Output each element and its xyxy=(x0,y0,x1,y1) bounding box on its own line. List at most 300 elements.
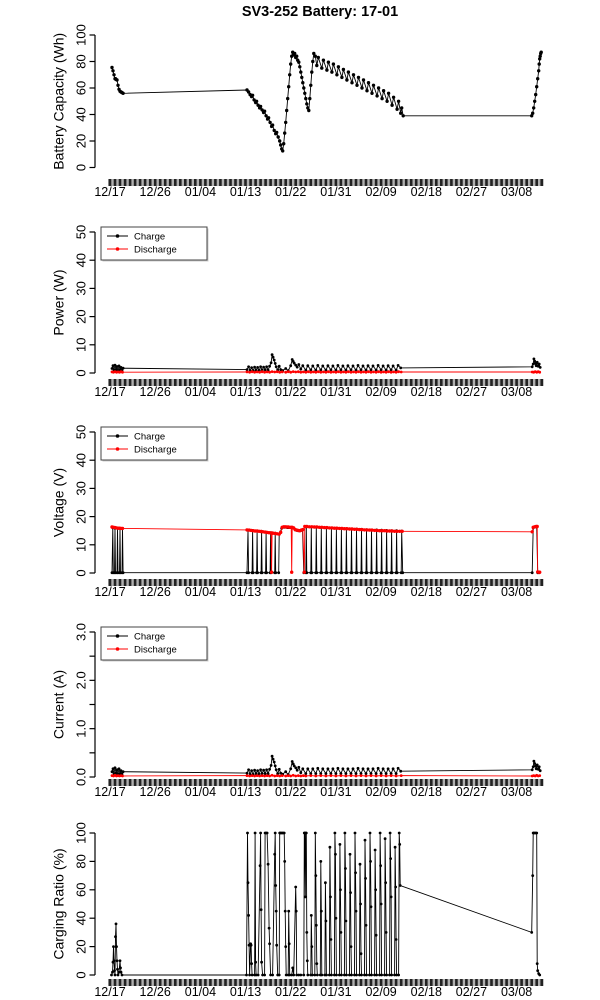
day-tick xyxy=(264,179,267,186)
data-point xyxy=(303,571,306,574)
data-point xyxy=(350,81,353,84)
legend-marker xyxy=(116,247,120,251)
data-point xyxy=(536,962,539,965)
data-point xyxy=(330,938,333,941)
data-point xyxy=(375,934,378,937)
day-tick xyxy=(264,979,267,986)
x-tick-label: 12/26 xyxy=(139,985,171,999)
data-point xyxy=(266,371,269,374)
data-point xyxy=(365,89,368,92)
x-tick-label: 02/18 xyxy=(410,785,442,799)
data-point xyxy=(287,370,290,373)
data-point xyxy=(385,772,388,775)
x-tick-label: 03/08 xyxy=(500,385,533,399)
day-tick xyxy=(490,779,493,786)
data-point xyxy=(335,772,338,775)
data-point xyxy=(310,945,313,948)
data-point xyxy=(330,774,333,777)
data-point xyxy=(327,767,330,770)
data-point xyxy=(392,371,395,374)
data-point xyxy=(340,371,343,374)
x-tick-label: 01/13 xyxy=(229,385,262,399)
data-point xyxy=(538,363,541,366)
data-point xyxy=(538,765,541,768)
day-tick xyxy=(400,779,403,786)
x-tick-label: 02/27 xyxy=(455,185,488,199)
data-point xyxy=(325,920,328,923)
data-point xyxy=(275,365,278,368)
day-tick xyxy=(360,179,363,186)
day-tick xyxy=(315,779,318,786)
data-point xyxy=(120,971,123,974)
y-tick-label: 0 xyxy=(73,163,89,172)
data-point xyxy=(319,860,322,863)
data-point xyxy=(337,767,340,770)
data-point xyxy=(364,877,367,880)
y-axis-label: Current (A) xyxy=(50,669,67,740)
data-point xyxy=(284,121,287,124)
data-point xyxy=(252,571,255,574)
battery-capacity-chart xyxy=(0,0,600,200)
y-axis-label: Power (W) xyxy=(50,269,67,336)
data-point xyxy=(247,881,250,884)
data-point xyxy=(317,56,320,59)
data-point xyxy=(385,931,388,934)
data-point xyxy=(297,774,300,777)
data-point xyxy=(254,961,257,964)
data-point xyxy=(335,371,338,374)
x-tick-label: 12/17 xyxy=(94,585,126,599)
data-point xyxy=(284,775,287,778)
data-point xyxy=(292,774,295,777)
y-tick-label: 60 xyxy=(73,80,89,96)
data-point xyxy=(288,942,291,945)
y-tick-label: 50 xyxy=(73,224,89,240)
data-point xyxy=(317,370,320,373)
data-point xyxy=(250,944,253,947)
legend-label: Charge xyxy=(134,231,166,243)
data-point xyxy=(337,370,340,373)
data-point xyxy=(535,832,538,835)
data-point xyxy=(320,910,323,913)
data-point xyxy=(256,371,259,374)
x-tick-label: 12/26 xyxy=(139,385,171,399)
x-tick-label: 01/13 xyxy=(229,985,262,999)
data-point xyxy=(332,365,335,368)
data-point xyxy=(534,93,537,96)
day-tick xyxy=(224,179,227,186)
data-point xyxy=(347,767,350,770)
data-point xyxy=(273,371,276,374)
data-point xyxy=(344,832,347,835)
data-point xyxy=(260,961,263,964)
data-point xyxy=(395,371,398,374)
data-point xyxy=(329,896,332,899)
data-point xyxy=(342,365,345,368)
data-point xyxy=(339,888,342,891)
data-point xyxy=(360,86,363,89)
data-point xyxy=(287,85,290,88)
data-point xyxy=(325,775,328,778)
data-point xyxy=(264,772,267,775)
data-point xyxy=(276,370,279,373)
data-point xyxy=(389,832,392,835)
data-point xyxy=(375,974,378,977)
data-point xyxy=(397,364,400,367)
data-point xyxy=(247,768,250,771)
day-tick xyxy=(174,979,177,986)
data-point xyxy=(259,365,262,368)
day-tick xyxy=(129,779,132,786)
day-tick xyxy=(269,379,272,386)
data-point xyxy=(297,370,300,373)
data-point xyxy=(246,832,249,835)
data-point xyxy=(270,571,273,574)
data-point xyxy=(295,55,298,58)
data-point xyxy=(360,974,363,977)
data-point xyxy=(248,974,251,977)
y-tick-label: 40 xyxy=(73,910,89,926)
data-point xyxy=(397,767,400,770)
data-point xyxy=(267,116,270,119)
data-point xyxy=(276,774,279,777)
data-point xyxy=(270,764,273,767)
y-axis-label: Voltage (V) xyxy=(50,467,67,538)
data-point xyxy=(538,974,541,977)
data-point xyxy=(385,974,388,977)
data-point xyxy=(389,857,392,860)
data-point xyxy=(374,888,377,891)
data-point xyxy=(372,84,375,87)
data-point xyxy=(310,571,313,574)
day-tick xyxy=(400,179,403,186)
x-tick-label: 01/22 xyxy=(275,585,307,599)
data-point xyxy=(256,774,259,777)
day-tick xyxy=(360,579,363,586)
data-point xyxy=(284,367,287,370)
day-tick xyxy=(315,379,318,386)
x-tick-label: 12/26 xyxy=(139,585,171,599)
x-tick-label: 02/09 xyxy=(365,185,397,199)
data-point xyxy=(302,371,305,374)
data-point xyxy=(354,871,357,874)
data-point xyxy=(251,370,254,373)
data-point xyxy=(271,353,274,356)
y-tick-label: 20 xyxy=(73,939,89,954)
data-point xyxy=(251,974,254,977)
y-tick-label: 0 xyxy=(73,369,89,377)
data-point xyxy=(289,364,292,367)
data-point xyxy=(341,571,344,574)
y-tick-label: 100 xyxy=(73,24,89,46)
data-point xyxy=(351,571,354,574)
day-tick xyxy=(360,379,363,386)
day-tick xyxy=(355,979,358,986)
data-point xyxy=(262,366,265,369)
x-tick-label: 02/09 xyxy=(365,785,397,799)
y-tick-label: 1.0 xyxy=(73,719,89,738)
day-tick xyxy=(360,779,363,786)
data-point xyxy=(345,920,348,923)
data-point xyxy=(350,974,353,977)
data-point xyxy=(364,839,367,842)
day-tick xyxy=(174,579,177,586)
x-tick-label: 01/31 xyxy=(320,985,352,999)
data-point xyxy=(253,769,256,772)
data-point xyxy=(284,945,287,948)
data-point xyxy=(285,109,288,112)
data-point xyxy=(292,370,295,373)
legend-marker xyxy=(116,647,120,651)
data-point xyxy=(401,571,404,574)
data-point xyxy=(380,774,383,777)
y-tick-label: 0 xyxy=(73,569,89,577)
data-point xyxy=(340,774,343,777)
data-point xyxy=(365,772,368,775)
day-tick xyxy=(495,979,498,986)
data-point xyxy=(345,371,348,374)
data-point xyxy=(537,69,540,72)
data-point xyxy=(268,775,271,778)
data-point xyxy=(367,370,370,373)
data-point xyxy=(279,531,282,534)
x-tick-label: 03/08 xyxy=(500,185,533,199)
data-point xyxy=(292,974,295,977)
data-point xyxy=(320,571,323,574)
data-point xyxy=(286,97,289,100)
data-point xyxy=(355,772,358,775)
data-point xyxy=(251,774,254,777)
x-tick-label: 01/22 xyxy=(275,785,307,799)
day-tick xyxy=(405,179,408,186)
data-point xyxy=(266,832,269,835)
data-point xyxy=(246,371,249,374)
data-point xyxy=(355,371,358,374)
day-tick xyxy=(450,179,453,186)
data-point xyxy=(531,112,534,115)
data-point xyxy=(319,371,322,374)
charging-ratio-chart xyxy=(0,800,600,1000)
data-point xyxy=(255,100,258,103)
data-point xyxy=(390,371,393,374)
data-point xyxy=(538,371,541,374)
data-point xyxy=(392,365,395,368)
day-tick xyxy=(224,379,227,386)
data-point xyxy=(277,135,280,138)
data-point xyxy=(337,65,340,68)
data-point xyxy=(398,843,401,846)
data-point xyxy=(274,571,277,574)
day-tick xyxy=(179,779,182,786)
power-chart xyxy=(0,200,600,400)
data-point xyxy=(301,364,304,367)
day-tick xyxy=(405,779,408,786)
day-tick xyxy=(269,779,272,786)
data-point xyxy=(112,73,115,76)
data-point xyxy=(350,774,353,777)
data-point xyxy=(350,371,353,374)
x-tick-label: 02/27 xyxy=(455,585,488,599)
data-point xyxy=(397,370,400,373)
data-point xyxy=(261,571,264,574)
data-point xyxy=(382,371,385,374)
data-point xyxy=(110,66,113,69)
day-tick xyxy=(540,179,543,186)
data-point xyxy=(304,775,307,778)
data-point xyxy=(314,55,317,58)
data-point xyxy=(380,371,383,374)
data-point xyxy=(271,755,274,758)
data-point xyxy=(536,969,539,972)
data-point xyxy=(275,910,278,913)
data-point xyxy=(340,974,343,977)
data-point xyxy=(247,365,250,368)
data-point xyxy=(345,78,348,81)
data-point xyxy=(122,770,125,773)
data-point xyxy=(315,64,318,67)
data-point xyxy=(399,884,402,887)
data-point xyxy=(309,371,312,374)
data-point xyxy=(245,974,248,977)
data-point xyxy=(291,760,294,763)
data-point xyxy=(281,774,284,777)
data-point xyxy=(342,68,345,71)
voltage-chart xyxy=(0,400,600,600)
data-point xyxy=(322,59,325,62)
data-point xyxy=(115,923,118,926)
x-tick-label: 01/31 xyxy=(320,185,352,199)
data-point xyxy=(303,92,306,95)
data-point xyxy=(386,571,389,574)
day-tick xyxy=(495,379,498,386)
data-point xyxy=(259,768,262,771)
data-point xyxy=(321,365,324,368)
data-point xyxy=(253,371,256,374)
data-point xyxy=(260,908,263,911)
legend-label: Discharge xyxy=(134,644,177,656)
data-point xyxy=(365,775,368,778)
data-point xyxy=(381,571,384,574)
data-point xyxy=(355,910,358,913)
day-tick xyxy=(450,579,453,586)
data-point xyxy=(258,775,261,778)
data-point xyxy=(267,863,270,866)
day-tick xyxy=(264,579,267,586)
data-point xyxy=(347,70,350,73)
x-tick-label: 02/09 xyxy=(365,585,397,599)
x-tick-label: 02/27 xyxy=(455,385,488,399)
data-point xyxy=(355,775,358,778)
data-point xyxy=(361,571,364,574)
legend-marker xyxy=(116,234,120,238)
data-point xyxy=(275,131,278,134)
data-point xyxy=(315,924,318,927)
data-point xyxy=(392,96,395,99)
data-point xyxy=(345,775,348,778)
data-point xyxy=(110,974,113,977)
data-point xyxy=(115,78,118,81)
data-point xyxy=(247,914,250,917)
data-point xyxy=(311,365,314,368)
data-point xyxy=(327,364,330,367)
day-tick xyxy=(540,379,543,386)
data-point xyxy=(305,102,308,105)
data-point xyxy=(275,768,278,771)
data-point xyxy=(372,365,375,368)
data-point xyxy=(306,364,309,367)
data-point xyxy=(115,945,118,948)
data-point xyxy=(357,364,360,367)
day-tick xyxy=(535,779,538,786)
data-point xyxy=(297,363,300,366)
data-point xyxy=(263,371,266,374)
data-point xyxy=(253,775,256,778)
data-point xyxy=(259,105,262,108)
data-point xyxy=(301,767,304,770)
legend-marker xyxy=(116,447,120,451)
data-point xyxy=(349,853,352,856)
x-tick-label: 01/04 xyxy=(184,585,217,599)
data-point xyxy=(268,121,271,124)
data-point xyxy=(113,959,116,962)
x-tick-label: 01/04 xyxy=(184,185,217,199)
data-point xyxy=(289,767,292,770)
x-tick-label: 12/26 xyxy=(139,185,171,199)
day-tick xyxy=(535,979,538,986)
data-point xyxy=(372,767,375,770)
data-point xyxy=(114,974,117,977)
day-tick xyxy=(219,179,222,186)
data-point xyxy=(302,974,305,977)
data-point xyxy=(278,371,281,374)
data-point xyxy=(278,139,281,142)
data-point xyxy=(370,774,373,777)
data-point xyxy=(380,903,383,906)
x-tick-label: 12/17 xyxy=(94,785,126,799)
data-point xyxy=(352,767,355,770)
y-tick-label: 40 xyxy=(73,252,89,268)
data-point xyxy=(316,364,319,367)
data-point xyxy=(400,774,403,777)
data-point xyxy=(538,62,541,65)
data-point xyxy=(325,371,328,374)
y-tick-label: 2.0 xyxy=(73,671,89,690)
data-point xyxy=(314,874,317,877)
x-tick-label: 02/18 xyxy=(410,385,442,399)
data-point xyxy=(342,767,345,770)
data-point xyxy=(377,767,380,770)
data-point xyxy=(370,371,373,374)
data-point xyxy=(352,365,355,368)
data-point xyxy=(369,860,372,863)
y-tick-label: 20 xyxy=(73,309,89,324)
data-point xyxy=(268,371,271,374)
data-point xyxy=(116,959,119,962)
data-point xyxy=(278,365,281,368)
data-point xyxy=(322,371,325,374)
data-point xyxy=(385,100,388,103)
data-point xyxy=(291,967,294,970)
day-tick xyxy=(495,779,498,786)
data-point xyxy=(299,368,302,371)
data-point xyxy=(380,974,383,977)
data-point xyxy=(340,931,343,934)
y-axis-label: Carging Ratio (%) xyxy=(50,848,67,960)
data-point xyxy=(308,97,311,100)
data-point xyxy=(258,371,261,374)
day-tick xyxy=(134,379,137,386)
day-tick xyxy=(134,179,137,186)
